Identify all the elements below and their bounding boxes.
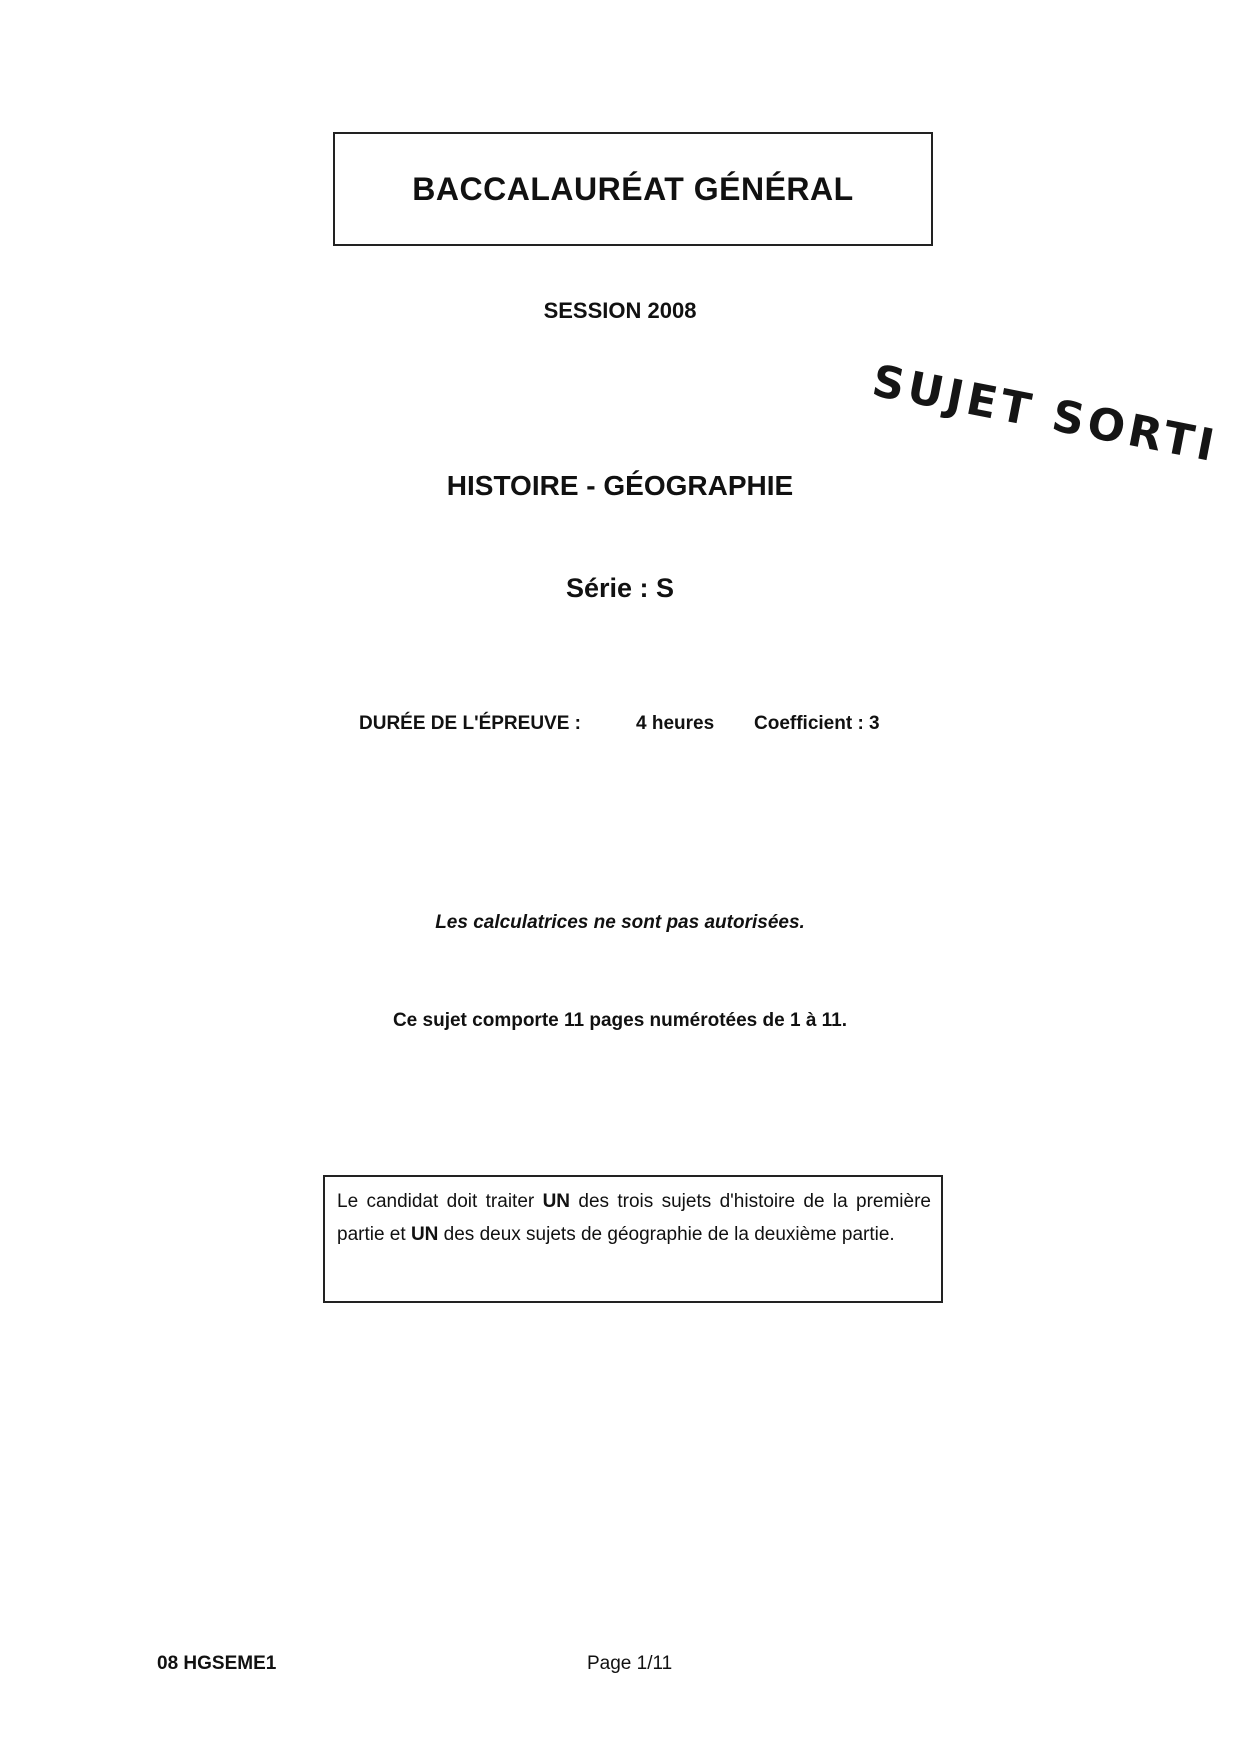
footer-exam-code: 08 HGSEME1: [157, 1653, 277, 1674]
serie-label: Série : S: [565, 573, 675, 603]
instructions-text-2: des trois sujets d'histoire de la première partie et: [337, 1191, 931, 1245]
session-label: SESSION 2008: [543, 298, 697, 323]
sujet-sorti-stamp: SUJET SORTI: [868, 355, 1222, 473]
instructions-box: [323, 1175, 943, 1303]
instructions-text-3: des deux sujets de géographie de la deuxième partie.: [438, 1224, 895, 1245]
instructions-text-1: Le candidat doit traiter: [337, 1191, 543, 1212]
instructions-bold-1: UN: [542, 1191, 571, 1212]
footer-page-number: Page 1/11: [587, 1653, 673, 1674]
instructions-bold-2: UN: [410, 1224, 439, 1245]
title-box: [333, 132, 933, 246]
page-count-notice: Ce sujet comporte 11 pages numérotées de 1 à 11.: [392, 1010, 848, 1031]
duration-value: 4 heures: [636, 713, 715, 734]
coefficient-label: Coefficient : 3: [754, 713, 880, 734]
subject-title: HISTOIRE - GÉOGRAPHIE: [446, 470, 794, 501]
document-title: BACCALAURÉAT GÉNÉRAL: [412, 170, 854, 207]
duration-label: DURÉE DE L'ÉPREUVE :: [359, 713, 581, 734]
calculator-notice: Les calculatrices ne sont pas autorisées.: [435, 912, 805, 933]
